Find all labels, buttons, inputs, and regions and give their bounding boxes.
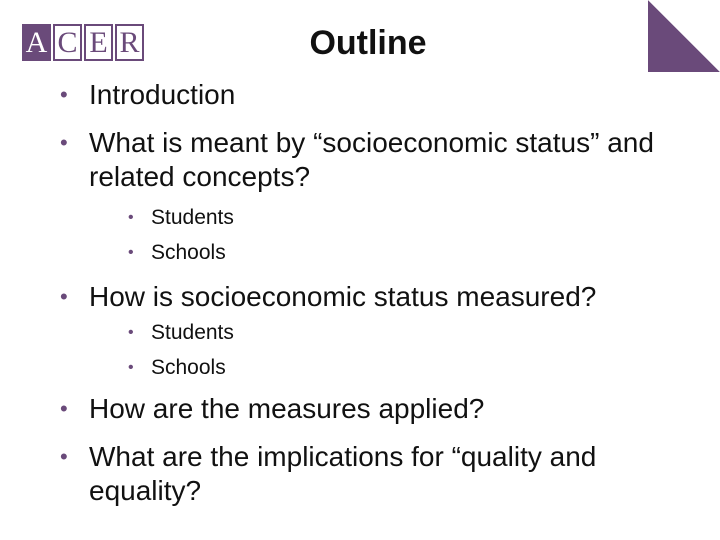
logo-letter-box (22, 24, 51, 61)
logo-letter: R (119, 25, 140, 59)
bullet-text: Students (151, 206, 234, 229)
bullet-dot-icon: • (128, 209, 134, 226)
bullet-dot-icon: • (60, 444, 68, 469)
bullet-text: What are the implications for “quality and equality? (89, 441, 597, 506)
bullet-dot-icon: • (128, 244, 134, 261)
logo-letter: A (25, 25, 48, 59)
bullet-dot-icon: • (128, 324, 134, 341)
bullet-text: Schools (151, 356, 226, 379)
logo-letter: E (89, 25, 108, 59)
acer-logo (22, 24, 144, 61)
bullet-dot-icon: • (60, 82, 68, 107)
bullet-text: Introduction (89, 79, 236, 110)
bullet-text: Schools (151, 241, 226, 264)
corner-triangle-decoration (648, 0, 720, 72)
logo-letter-box (53, 24, 82, 61)
bullet-dot-icon: • (60, 130, 68, 155)
bullet-text: How are the measures applied? (89, 393, 485, 424)
bullet-dot-icon: • (60, 396, 68, 421)
slide-title: Outline (309, 24, 427, 62)
bullet-text: Students (151, 321, 234, 344)
logo-letter-box (84, 24, 113, 61)
bullet-text: How is socioeconomic status measured? (89, 281, 597, 312)
logo-letter: C (57, 25, 78, 59)
bullet-text: What is meant by “socioeconomic status” and related concepts? (89, 127, 654, 192)
bullet-dot-icon: • (60, 284, 68, 309)
bullet-dot-icon: • (128, 359, 134, 376)
logo-letter-box (115, 24, 144, 61)
